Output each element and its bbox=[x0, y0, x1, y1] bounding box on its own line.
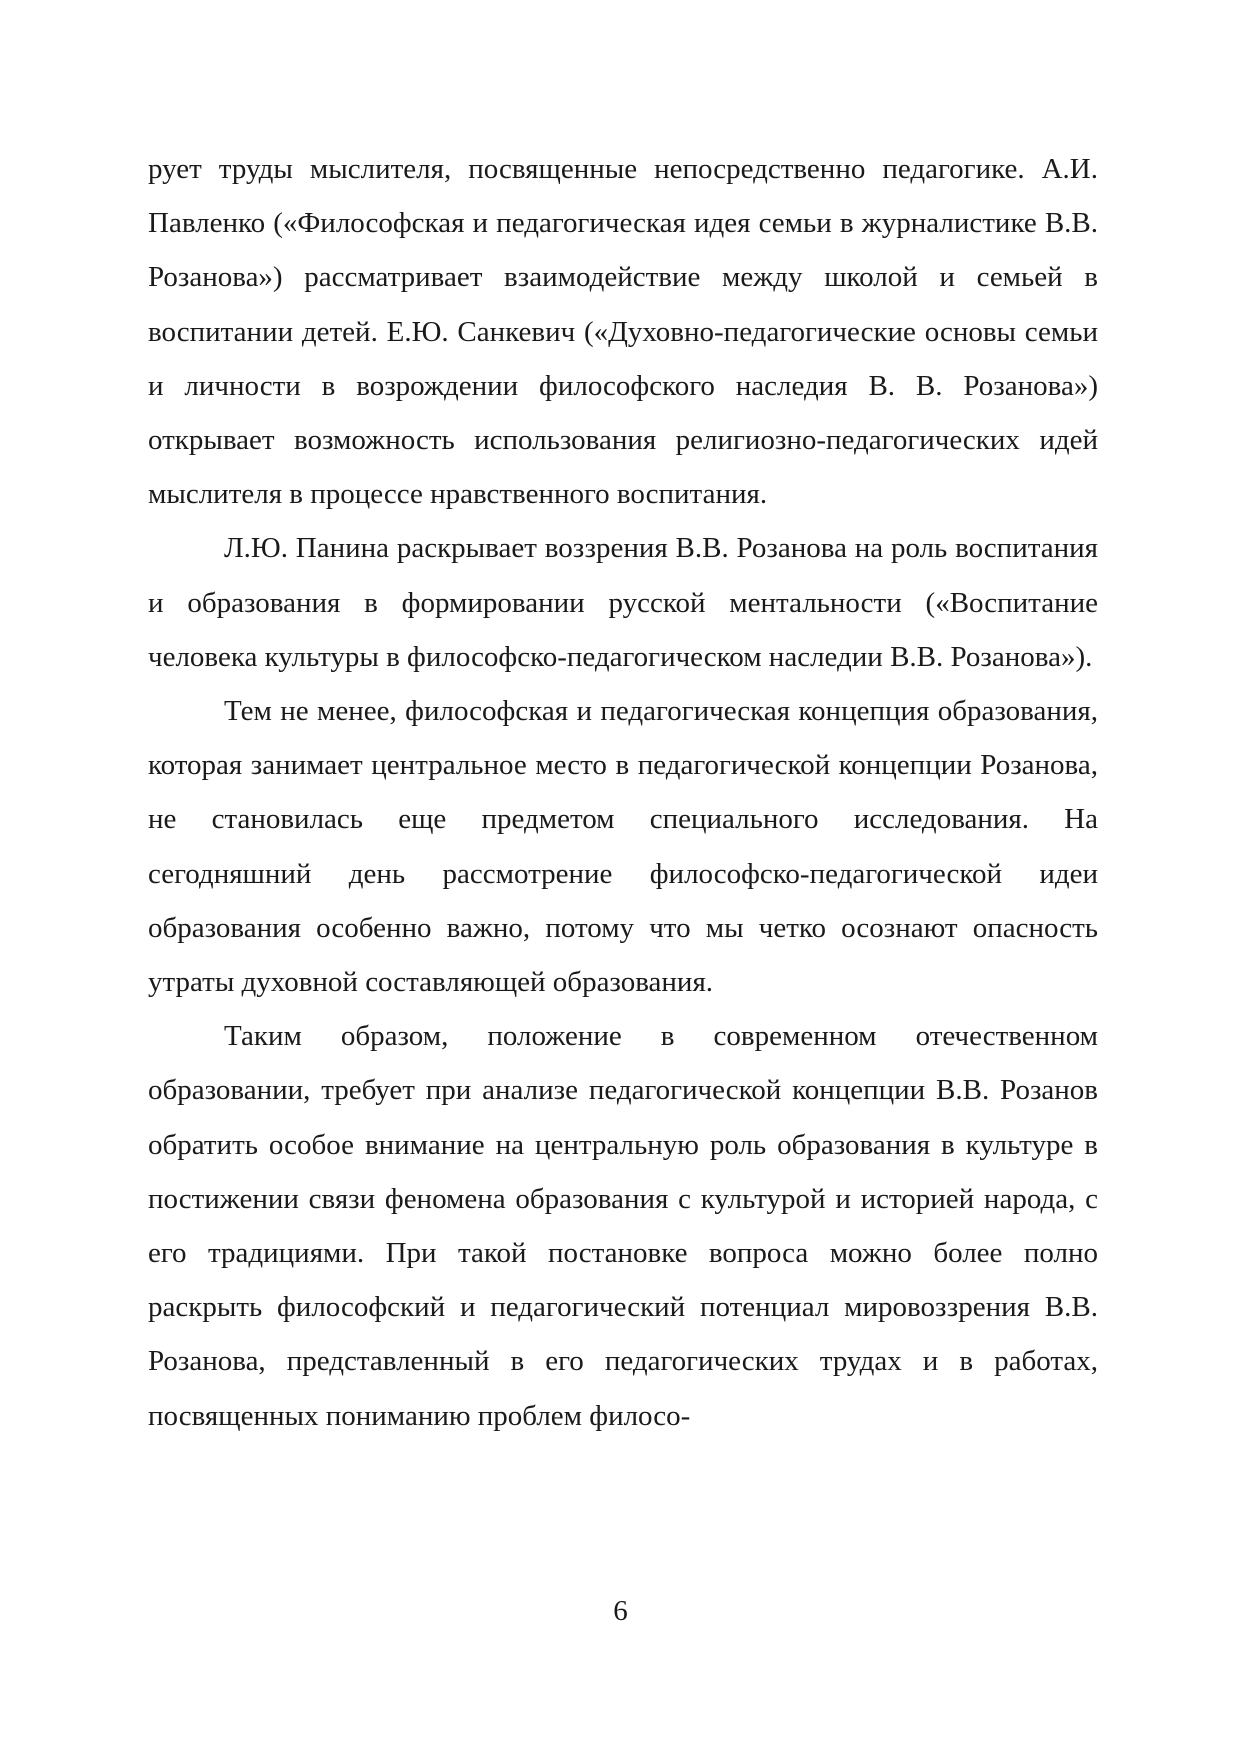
body-text bbox=[148, 142, 1098, 1443]
paragraph-concept: Тем не менее, философская и педагогическая концепция образования, которая занимает центральное место в педагогической концепции Розанова, не становилась еще предметом специального исследования. На сегодняшний день рассмотрение философско-педагогической идеи образования особенно важно, потому что мы четко осознают опасность утраты духовной составляющей образования. bbox=[148, 695, 1098, 999]
paragraph-panina: Л.Ю. Панина раскрывает воззрения В.В. Розанова на роль воспитания и образования в формировании русской ментальности («Воспитание человека культуры в философско-педагогическом наследии В.В. Розанова»). bbox=[148, 532, 1098, 673]
paragraph-conclusion: Таким образом, положение в современном отечественном образовании, требует при анализе педагогической концепции В.В. Розанов обратить особое внимание на центральную роль образования в культуре в постижении связи феномена образования с культурой и историей народа, с его традициями. При такой постановке вопроса можно более полно раскрыть философский и педагогический потенциал мировоззрения В.В. Розанова, представленный в его педагогических трудах и в работах, посвященных пониманию проблем филосо- bbox=[148, 1020, 1098, 1432]
page-number: 6 bbox=[613, 1595, 628, 1627]
paragraph-continuation: рует труды мыслителя, посвященные непосредственно педагогике. А.И. Павленко («Философская и педагогическая идея семьи в журналистике В.В. Розанова») рассматривает взаимодействие между школой и семьей в воспитании детей. Е.Ю. Санкевич («Духовно-педагогические основы семьи и личности в возрождении философского наследия В. В. Розанова») открывает возможность использования религиозно-педагогических идей мыслителя в процессе нравственного воспитания. bbox=[148, 153, 1098, 511]
